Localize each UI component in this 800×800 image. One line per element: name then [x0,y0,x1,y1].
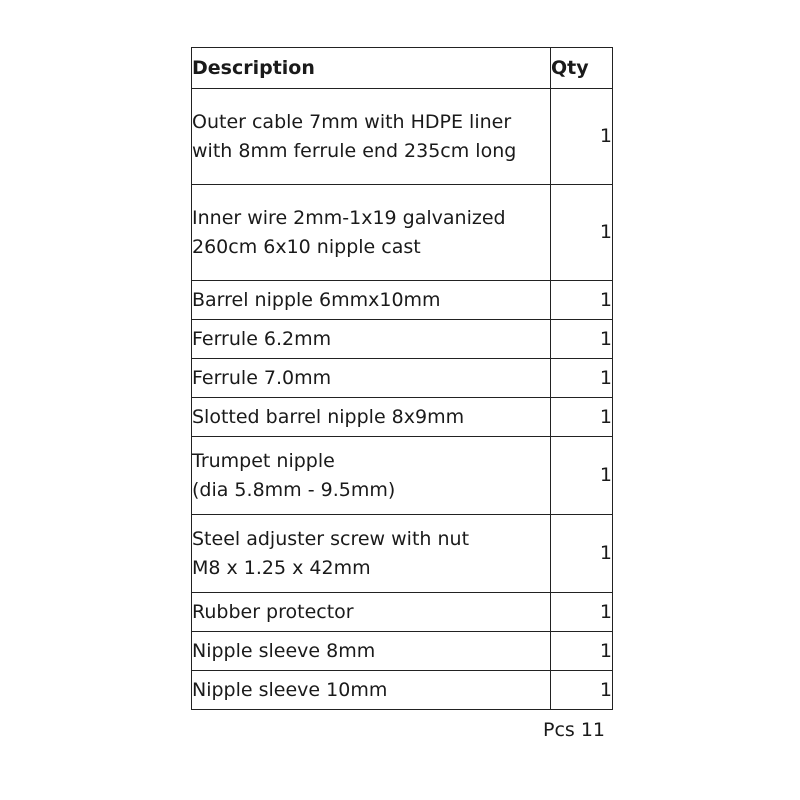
description-line: Outer cable 7mm with HDPE liner [192,110,512,133]
description-line: Nipple sleeve 8mm [192,639,376,662]
description-cell [192,320,551,359]
description-line: Trumpet nipple [192,449,335,472]
description-cell [192,515,551,593]
qty-cell: 1 [551,671,613,710]
description-line: M8 x 1.25 x 42mm [192,556,371,579]
table-row [192,185,613,281]
qty-header: Qty [551,48,613,89]
description-line: (dia 5.8mm - 9.5mm) [192,478,396,501]
qty-cell: 1 [551,281,613,320]
table-row [192,515,613,593]
description-line: Inner wire 2mm-1x19 galvanized [192,206,506,229]
qty-cell: 1 [551,185,613,281]
table-row [192,398,613,437]
description-cell [192,437,551,515]
table-row [192,320,613,359]
qty-cell: 1 [551,515,613,593]
qty-cell: 1 [551,632,613,671]
description-header: Description [192,48,551,89]
qty-cell: 1 [551,89,613,185]
description-cell [192,281,551,320]
table-row [192,281,613,320]
qty-cell: 1 [551,593,613,632]
description-line: Ferrule 7.0mm [192,366,332,389]
description-line: Slotted barrel nipple 8x9mm [192,405,465,428]
description-cell [192,359,551,398]
table-row [192,632,613,671]
description-cell [192,398,551,437]
description-cell [192,632,551,671]
description-line: Nipple sleeve 10mm [192,678,388,701]
qty-cell: 1 [551,359,613,398]
description-cell [192,89,551,185]
description-cell [192,185,551,281]
qty-cell: 1 [551,437,613,515]
table-header-row [192,48,613,89]
parts-table [191,47,613,710]
description-line: Steel adjuster screw with nut [192,527,470,550]
table-row [192,593,613,632]
qty-cell: 1 [551,320,613,359]
table-row [192,359,613,398]
description-cell [192,593,551,632]
table-row [192,671,613,710]
description-line: 260cm 6x10 nipple cast [192,235,421,258]
description-line: Rubber protector [192,600,354,623]
description-line: Ferrule 6.2mm [192,327,332,350]
description-cell [192,671,551,710]
total-pieces: Pcs 11 [543,719,606,741]
description-line: Barrel nipple 6mmx10mm [192,288,441,311]
description-line: with 8mm ferrule end 235cm long [192,139,517,162]
qty-cell: 1 [551,398,613,437]
table-row [192,437,613,515]
table-row [192,89,613,185]
